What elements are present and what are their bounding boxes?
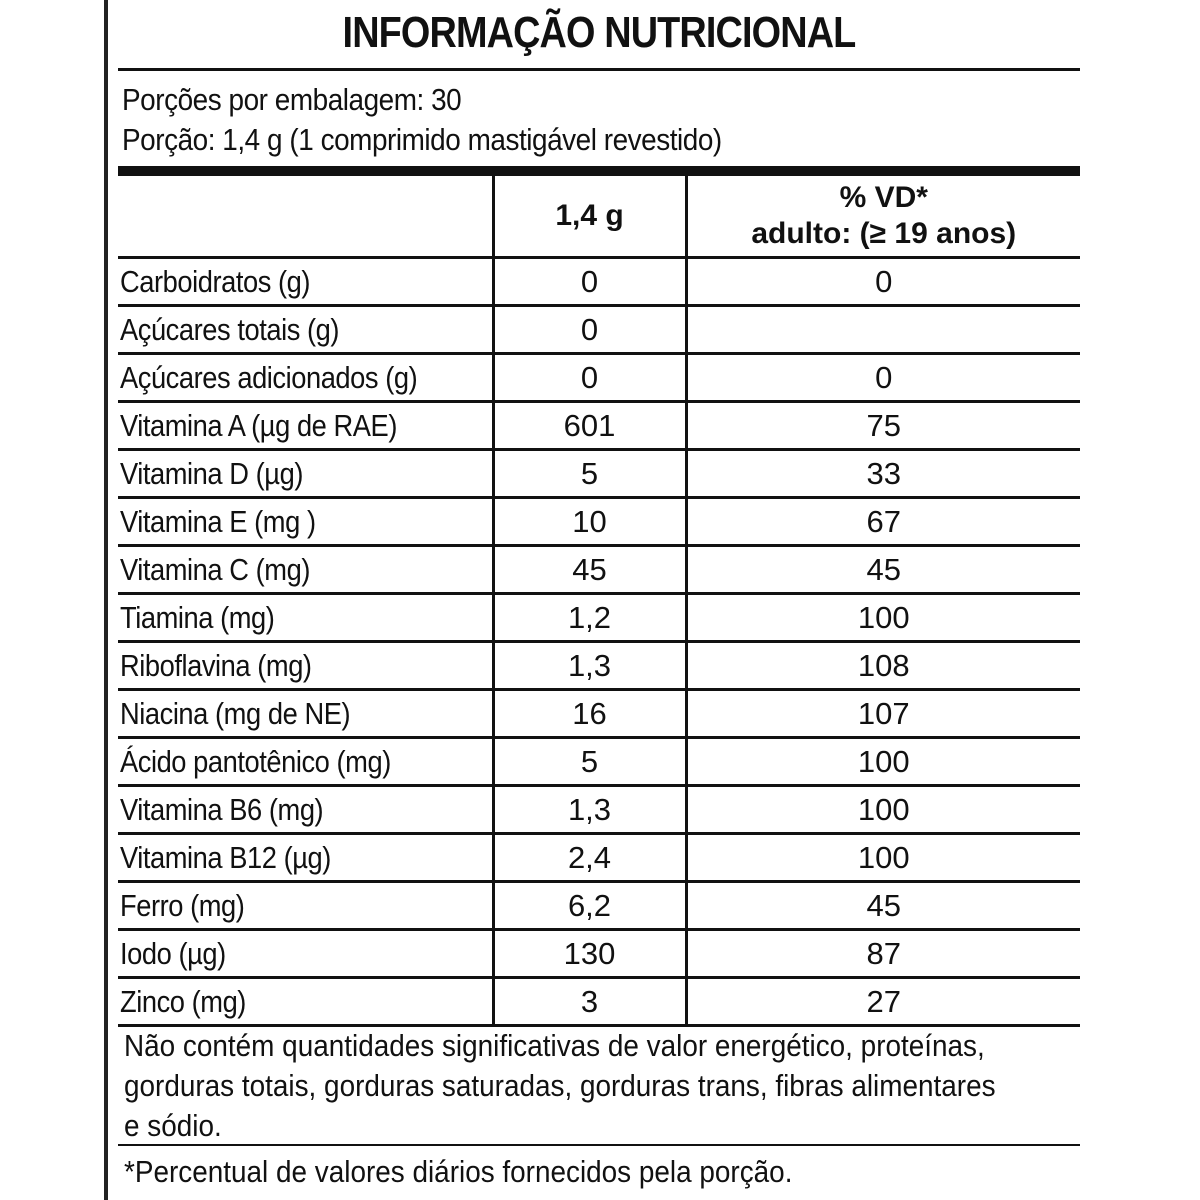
nutrient-vd: 0: [875, 359, 893, 395]
table-row: [118, 882, 1080, 930]
table-row: [118, 690, 1080, 738]
nutrition-label: [118, 0, 1080, 1200]
serving-size: Porção: 1,4 g (1 comprimido mastigável revestido): [122, 122, 722, 157]
nutrient-quantity: 0: [580, 263, 599, 299]
nutrient-vd: 67: [866, 503, 901, 539]
table-row: [118, 642, 1080, 690]
table-row: [118, 258, 1080, 306]
nutrient-quantity: 0: [580, 359, 599, 395]
table-row: [118, 594, 1080, 642]
nutrient-vd: 100: [857, 839, 910, 875]
nutrient-vd: 75: [866, 407, 901, 443]
table-header-row: [118, 176, 1080, 258]
nutrient-name: Carboidratos (g): [120, 263, 311, 299]
nutrient-vd: 45: [866, 551, 901, 587]
footnote-not-significant: Não contém quantidades significativas de valor energético, proteínas, gorduras totais, gorduras saturadas, gorduras trans, fibras alimentares e sódio.: [124, 1028, 996, 1143]
nutrient-quantity: 16: [572, 695, 607, 731]
table-row: [118, 402, 1080, 450]
header-quantity: [493, 176, 686, 258]
nutrient-quantity: 3: [580, 983, 599, 1019]
nutrient-name: Vitamina A (µg de RAE): [120, 407, 397, 443]
label-left-edge: [104, 0, 108, 1200]
nutrient-quantity: 601: [563, 407, 616, 443]
servings-per-package: Porções por embalagem: 30: [122, 82, 462, 117]
nutrient-name: Niacina (mg de NE): [120, 695, 351, 731]
header-vd-line2: adulto: (≥ 19 anos): [751, 217, 1017, 250]
nutrient-vd: 100: [857, 743, 910, 779]
table-row: [118, 978, 1080, 1026]
nutrient-name: Vitamina B12 (µg): [120, 839, 331, 875]
table-row: [118, 306, 1080, 354]
nutrient-vd: 87: [866, 935, 901, 971]
nutrient-name: Tiamina (mg): [120, 599, 275, 635]
table-row: [118, 786, 1080, 834]
header-vd: [686, 176, 1080, 258]
nutrient-vd: 100: [857, 791, 910, 827]
table-row: [118, 450, 1080, 498]
nutrient-quantity: 10: [572, 503, 607, 539]
nutrient-quantity: 5: [580, 743, 599, 779]
header-nutrient-column: [118, 176, 493, 258]
nutrition-table-body: [118, 258, 1080, 1026]
nutrient-name: Ferro (mg): [120, 887, 245, 923]
serving-divider: [118, 166, 1080, 176]
nutrient-vd: 33: [866, 455, 901, 491]
nutrient-quantity: 130: [563, 935, 616, 971]
nutrient-quantity: 5: [580, 455, 599, 491]
nutrition-table: [118, 176, 1080, 1027]
nutrient-name: Riboflavina (mg): [120, 647, 312, 683]
nutrient-quantity: 1,2: [567, 599, 612, 635]
nutrient-name: Açúcares adicionados (g): [120, 359, 418, 395]
nutrient-name: Vitamina D (µg): [120, 455, 303, 491]
table-row: [118, 498, 1080, 546]
label-title: INFORMAÇÃO NUTRICIONAL: [342, 8, 856, 57]
table-row: [118, 834, 1080, 882]
nutrient-vd: 0: [875, 263, 893, 299]
nutrient-quantity: 0: [580, 311, 599, 347]
title-divider: [118, 68, 1080, 71]
nutrient-vd: 108: [857, 647, 910, 683]
nutrient-name: Açúcares totais (g): [120, 311, 340, 347]
nutrient-quantity: 1,3: [567, 791, 612, 827]
nutrient-name: Ácido pantotênico (mg): [120, 743, 391, 779]
nutrient-quantity: 6,2: [567, 887, 612, 923]
header-vd-line1: % VD*: [839, 181, 928, 214]
nutrient-quantity: 1,3: [567, 647, 612, 683]
nutrient-quantity: 45: [572, 551, 607, 587]
nutrient-vd: 107: [857, 695, 910, 731]
header-quantity-label: 1,4 g: [555, 199, 624, 232]
nutrient-name: Vitamina E (mg ): [120, 503, 316, 539]
footnote-divider: [118, 1144, 1080, 1146]
nutrient-vd: 27: [866, 983, 901, 1019]
nutrient-name: Zinco (mg): [120, 983, 246, 1019]
table-row: [118, 546, 1080, 594]
nutrient-vd: 45: [866, 887, 901, 923]
nutrient-vd: 100: [857, 599, 910, 635]
nutrient-name: Vitamina C (mg): [120, 551, 310, 587]
table-row: [118, 354, 1080, 402]
nutrient-name: Iodo (µg): [120, 935, 226, 971]
table-row: [118, 930, 1080, 978]
nutrient-quantity: 2,4: [567, 839, 612, 875]
footnote-vd: *Percentual de valores diários fornecidos pela porção.: [124, 1154, 793, 1189]
table-row: [118, 738, 1080, 786]
nutrient-name: Vitamina B6 (mg): [120, 791, 324, 827]
